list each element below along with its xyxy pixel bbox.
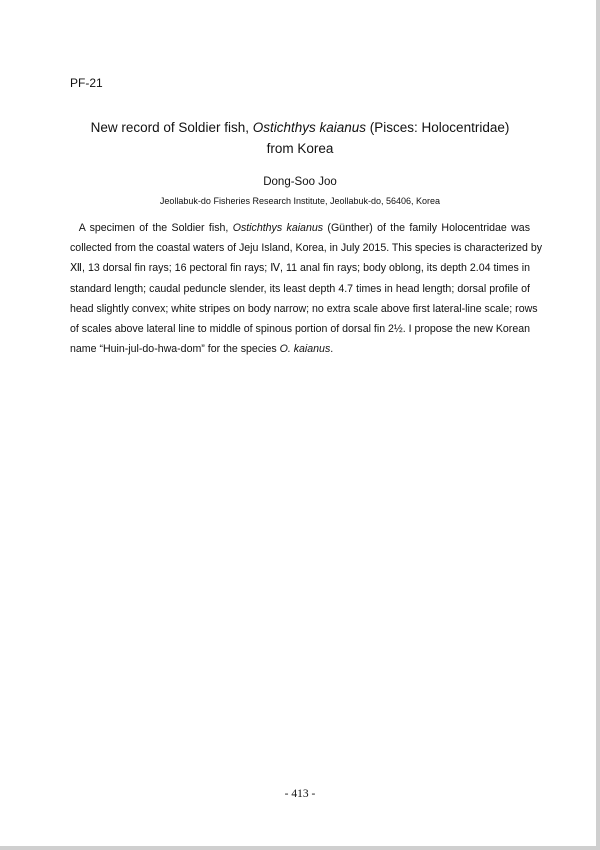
abstract-text: Ⅻ, 13 dorsal fin rays; 16 pectoral fin rays; Ⅳ, 11 anal fin rays; body oblong, its depth 2.04 times in — [70, 262, 530, 275]
abstract-text: A specimen of the Soldier fish, — [70, 222, 233, 234]
title-suffix: (Pisces: Holocentridae) — [366, 120, 510, 135]
abstract-text: name “Huin-jul-do-hwa-dom” for the species — [70, 343, 280, 356]
abstract-line — [70, 339, 530, 359]
paper-title-line-2: from Korea — [266, 141, 334, 156]
abstract-line — [70, 238, 543, 258]
author-name: Dong-Soo Joo — [263, 176, 337, 188]
author-affiliation: Jeollabuk-do Fisheries Research Institute, Jeollabuk-do, 56406, Korea — [159, 196, 441, 206]
abstract-text: head slightly convex; white stripes on body narrow; no extra scale above first lateral-line scale; rows — [70, 302, 538, 315]
abstract-line — [70, 258, 530, 278]
species-name: Ostichthys kaianus — [232, 222, 324, 234]
abstract-code: PF-21 — [70, 76, 103, 90]
abstract-line — [70, 299, 538, 319]
title-species-name: Ostichthys kaianus — [252, 120, 367, 135]
abstract-text: of scales above lateral line to middle of spinous portion of dorsal fin 2½. I propose the new Korean — [70, 323, 530, 336]
abstract-line — [70, 279, 530, 299]
title-prefix: New record of Soldier fish, — [90, 120, 253, 135]
paper-title-line-1 — [0, 117, 600, 138]
abstract-text: . — [330, 343, 334, 356]
abstract-text: (Günther) of the family Holocentridae was — [323, 222, 530, 234]
abstract-text: standard length; caudal peduncle slender, its least depth 4.7 times in head length; dorsal profile of — [70, 282, 530, 295]
abstract-text: collected from the coastal waters of Jeju Island, Korea, in July 2015. This species is characterized by — [70, 242, 543, 255]
abstract-line — [70, 319, 530, 339]
species-name: O. kaianus — [279, 343, 331, 356]
page-number: - 413 - — [284, 788, 316, 800]
abstract-body — [70, 218, 543, 359]
abstract-line — [70, 218, 530, 238]
